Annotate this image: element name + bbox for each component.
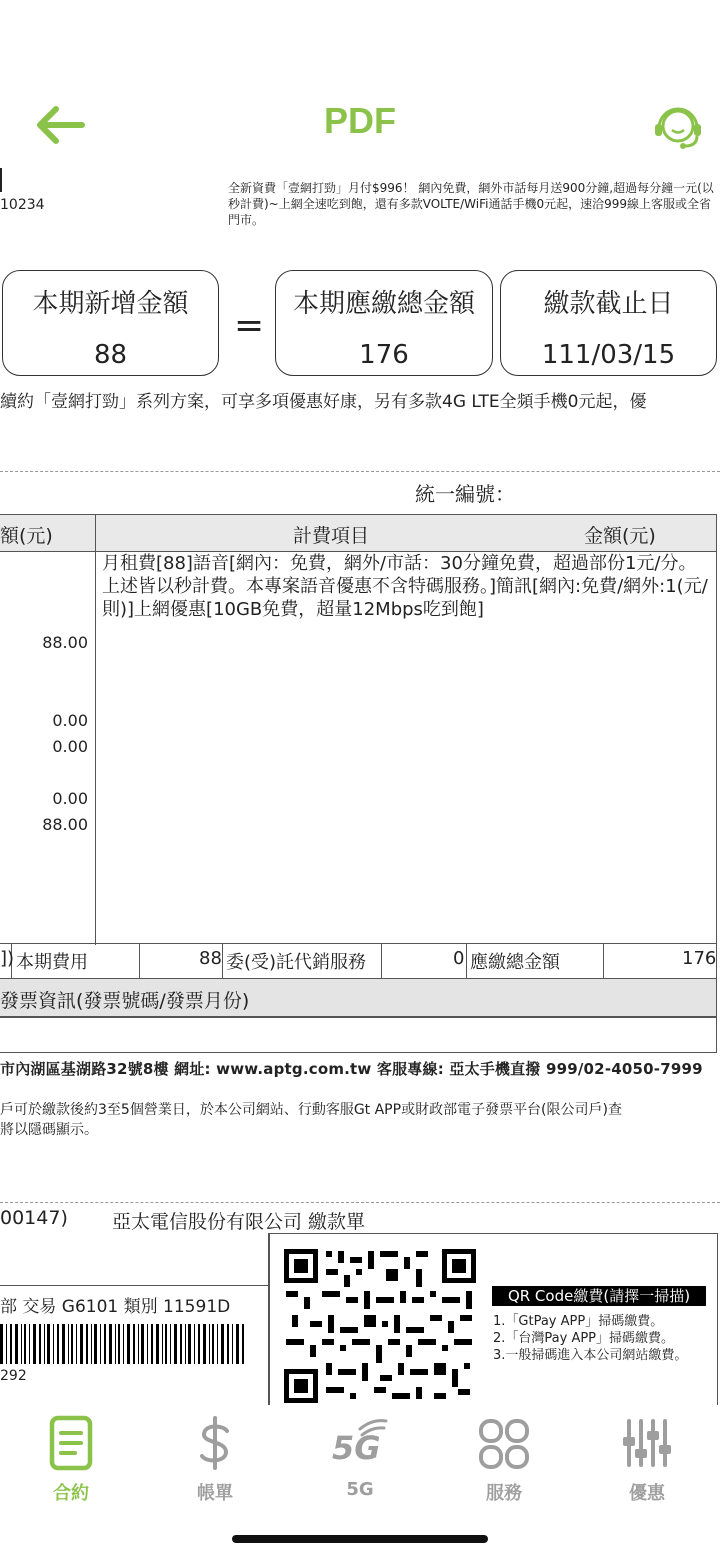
sum-divider (381, 944, 382, 979)
new-amount-value: 88 (93, 340, 128, 370)
barcode-section (0, 1285, 268, 1406)
sum-divider (222, 944, 223, 979)
col-amount-header: 金額(元) (584, 525, 656, 547)
grid-icon (478, 1415, 530, 1471)
qr-step: 2.「台灣Pay APP」掃碼繳費。 (493, 1331, 675, 1346)
consignment-label: 委(受)託代銷服務 (226, 952, 367, 973)
due-date-label: 繳款截止日 (543, 289, 674, 319)
invoice-info-value (0, 1016, 717, 1053)
notice-line: 戶可於繳款後約3至5個營業日，於本公司網站、行動客服Gt APP或財政部電子發票平台(限公司戶)查 (0, 1102, 622, 1118)
amount-cell: 88.00 (42, 633, 88, 652)
invoice-notice (0, 1100, 716, 1140)
tab-label: 5G (346, 1479, 374, 1500)
invoice-info-label: 發票資訊(發票號碼/發票月份) (0, 990, 250, 1012)
tab-5g[interactable] (310, 1415, 410, 1500)
equals-sign: = (234, 305, 265, 346)
amount-cell: 0.00 (52, 789, 88, 808)
tab-label: 優惠 (629, 1483, 665, 1504)
cut-line (0, 1202, 720, 1203)
invoice-info-row (0, 978, 716, 1017)
sum-cell: ]) (0, 948, 15, 969)
promo-text: 全新資費「壹網打勁」月付$996！ 網內免費，網外市話每月送900分鐘,超過每分鐘一元(以秒計費)~上網全速吃到飽，還有多款VOLTE/WiFi通話手機0元起，速洽999線上客服或全省門市。 (228, 181, 714, 227)
qr-payment-label: QR Code繳費(請擇一掃描) (492, 1286, 706, 1306)
sum-divider (466, 944, 467, 979)
slip-company: 亞太電信股份有限公司 繳款單 (112, 1211, 366, 1233)
qr-step: 1.「GtPay APP」掃碼繳費。 (493, 1314, 664, 1329)
customer-service-button[interactable] (650, 100, 706, 156)
marquee-text: 續約「壹網打勁」系列方案，可享多項優惠好康，另有多款4G LTE全頻手機0元起，優 (0, 392, 647, 412)
tab-bill[interactable] (165, 1415, 265, 1505)
bottom-tab-bar (0, 1405, 720, 1515)
dollar-icon (193, 1415, 237, 1471)
tab-label: 合約 (53, 1483, 89, 1504)
tab-service[interactable] (454, 1415, 554, 1505)
total-amount-box (275, 270, 493, 376)
slip-code: 00147) (0, 1207, 68, 1229)
account-bar (0, 168, 2, 192)
new-amount-box (2, 270, 219, 376)
charge-description: 月租費[88]語音[網內：免費，網外/市話：30分鐘免費，超過部份1元/分。上述皆以秒計費。本專案語音優惠不含特碼服務。]簡訊[網內:免費/網外:1(元/則)]上網優惠[10GB免費，超量12Mbps吃到飽] (102, 553, 708, 620)
tab-contract[interactable] (21, 1415, 121, 1505)
new-amount-label: 本期新增金額 (32, 289, 189, 319)
amount-cell: 88.00 (42, 815, 88, 834)
due-date-box (500, 270, 717, 376)
tab-label: 帳單 (197, 1483, 233, 1504)
due-date-value: 111/03/15 (541, 340, 676, 370)
account-number: 10234 (0, 197, 45, 213)
notice-line: 將以隱碼顯示。 (0, 1122, 98, 1138)
barcode-number: 292 (0, 1368, 27, 1384)
barcode-image (0, 1324, 245, 1364)
amount-cell: 0.00 (52, 711, 88, 730)
table-divider (95, 515, 96, 945)
trade-info: 部 交易 G6101 類別 11591D (0, 1297, 231, 1317)
qr-payment-steps (493, 1313, 687, 1364)
sum-divider (139, 944, 140, 979)
table-header (0, 515, 716, 552)
company-address: 市內湖區基湖路32號8樓 網址: www.aptg.com.tw 客服專線: 亞太手機直撥 999/02-4050-7999 (0, 1060, 703, 1078)
qr-code-image (284, 1249, 476, 1403)
qr-divider (269, 1234, 270, 1406)
sliders-icon (621, 1415, 673, 1471)
tab-label: 服務 (486, 1483, 522, 1504)
dashed-divider (0, 471, 720, 472)
home-indicator[interactable] (232, 1535, 488, 1543)
5g-logo-icon (330, 1415, 390, 1471)
total-amount-label: 本期應繳總金額 (292, 289, 475, 319)
col-item-header: 計費項目 (293, 525, 370, 547)
tax-id-label: 統一編號： (415, 482, 515, 506)
headset-agent-icon (650, 100, 706, 156)
qr-step: 3.一般掃碼進入本公司網站繳費。 (493, 1348, 688, 1363)
document-icon (49, 1415, 93, 1471)
total-due-label: 應繳總金額 (470, 952, 560, 973)
amount-cell: 0.00 (52, 737, 88, 756)
period-fee-label: 本期費用 (16, 952, 88, 973)
total-due-value: 176 (682, 948, 717, 969)
consignment-value: 0 (453, 948, 465, 969)
total-amount-value: 176 (359, 340, 409, 370)
svg-text:5G: 5G (332, 1429, 381, 1467)
col-left-header: 額(元) (0, 525, 53, 547)
page-title: PDF (324, 100, 396, 141)
period-fee-value: 88 (199, 948, 222, 969)
sum-divider (603, 944, 604, 979)
tab-offers[interactable] (597, 1415, 697, 1505)
